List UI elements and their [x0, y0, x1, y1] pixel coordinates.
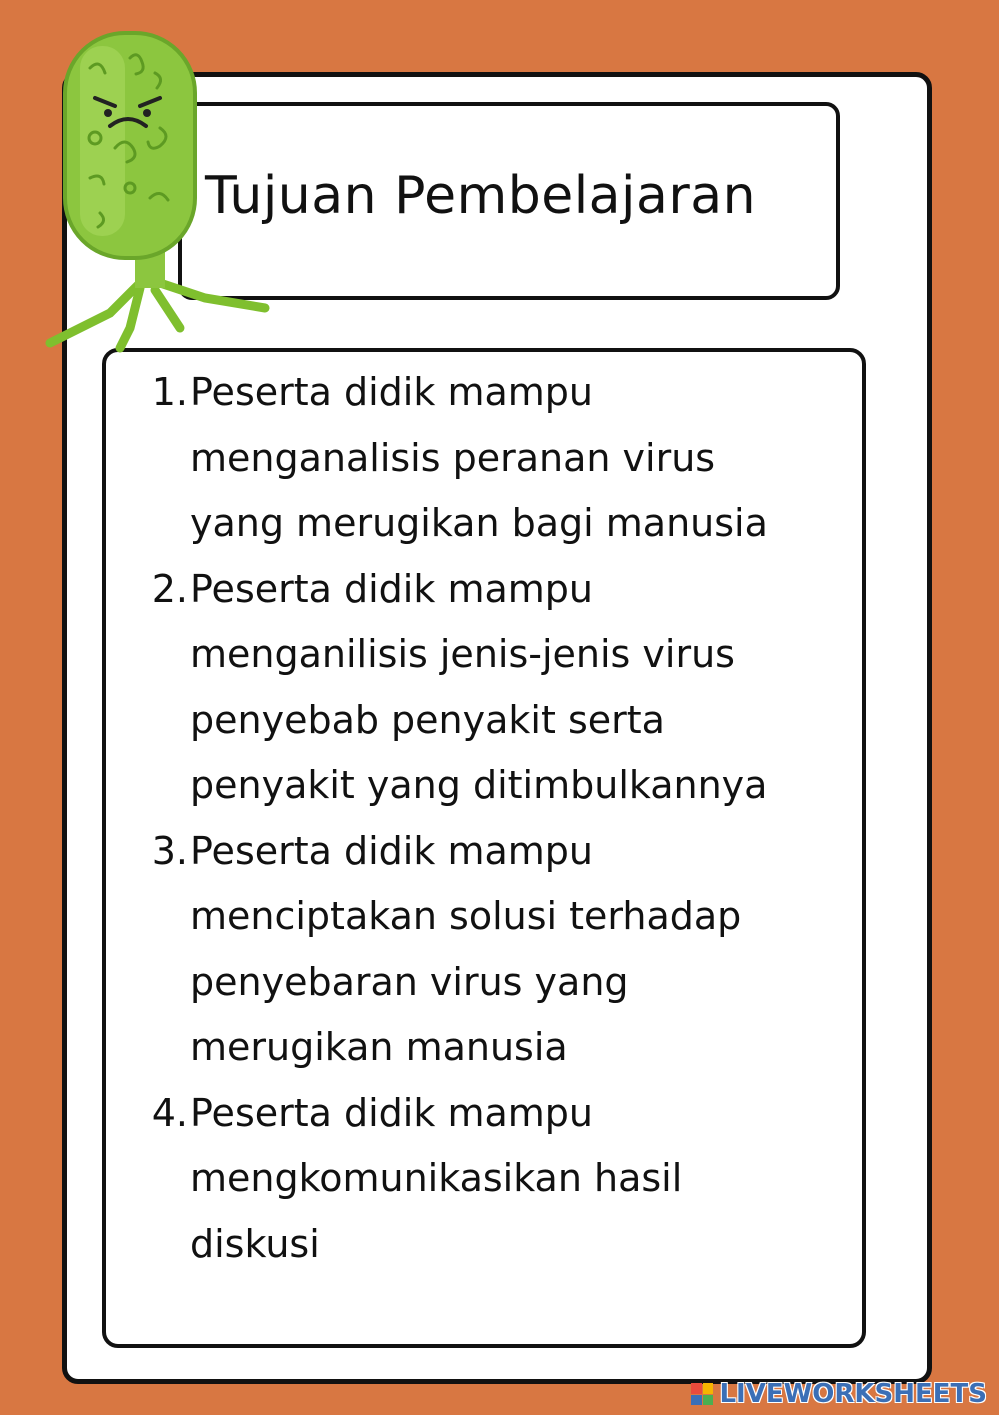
objectives-list [140, 360, 840, 1277]
objective-item [140, 819, 840, 1081]
objective-item [140, 1081, 840, 1278]
objective-number: 3. [151, 828, 188, 873]
objective-number: 2. [151, 566, 188, 611]
objective-number: 1. [151, 370, 188, 414]
objective-text: Peserta didik mampu menciptakan solusi terhadap penyebaran virus yang merugikan manusia [190, 828, 742, 1069]
page-title: Tujuan Pembelajaran [205, 166, 757, 226]
virus-mascot-icon [40, 28, 280, 358]
objective-text: Peserta didik mampu menganilisis jenis-jenis virus penyebab penyakit serta penyakit yang ditimbulkannya [190, 566, 768, 807]
objective-number: 4. [151, 1090, 188, 1135]
objective-item [140, 557, 840, 819]
liveworksheets-brand[interactable] [691, 1379, 987, 1409]
objective-item [140, 360, 840, 557]
watermark-text: LIVEWORKSHEETS [719, 1379, 987, 1409]
liveworksheets-logo-icon [691, 1383, 713, 1405]
objective-text: Peserta didik mampu menganalisis peranan virus yang merugikan bagi manusia [190, 370, 768, 545]
objective-text: Peserta didik mampu mengkomunikasikan hasil diskusi [190, 1090, 683, 1266]
